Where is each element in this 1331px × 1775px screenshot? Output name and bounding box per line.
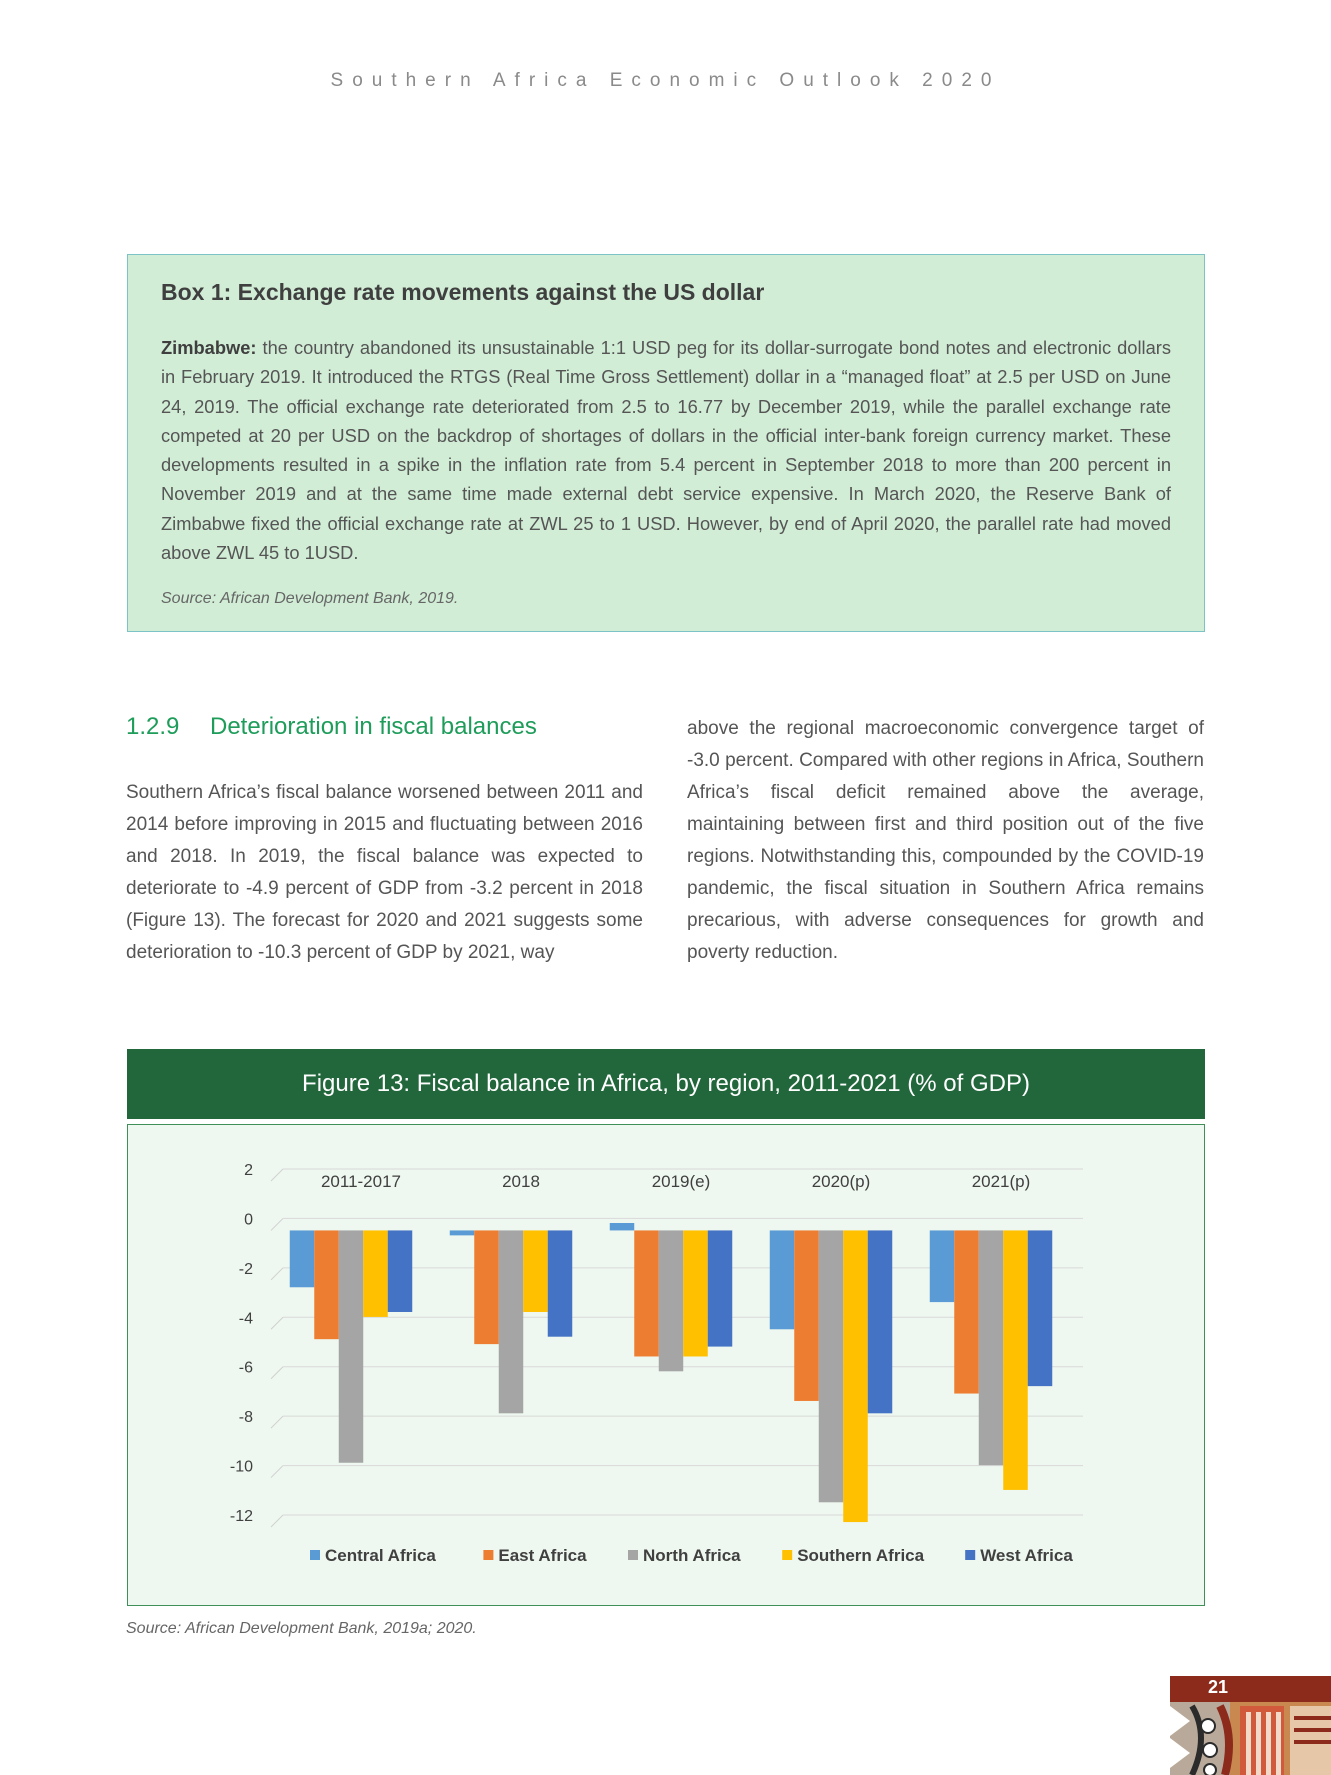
page-number: 21 — [1207, 1677, 1229, 1697]
y-tick-label: -8 — [238, 1409, 253, 1427]
y-tick-label: -6 — [238, 1359, 253, 1377]
legend-label: North Africa — [643, 1546, 741, 1565]
bar-southern-africa — [1003, 1230, 1028, 1490]
body-paragraph-right: above the regional macroeconomic convergence target of -3.0 percent. Compared with other regions in Africa, Southern Africa’s fiscal deficit remained above the average, maintaining between first and third position out of the five regions. Notwithstanding this, compounded by the COVID-19 pandemic, the fiscal situation in Southern Africa remains precarious, with adverse consequences for growth and poverty reduction. — [687, 718, 1204, 963]
bar-central-africa — [610, 1223, 635, 1230]
legend-label: East Africa — [498, 1546, 587, 1565]
bar-east-africa — [794, 1230, 819, 1401]
legend-swatch — [782, 1550, 792, 1560]
bar-north-africa — [659, 1230, 684, 1371]
exchange-rate-box — [127, 254, 1205, 632]
bar-east-africa — [634, 1230, 659, 1356]
gridline-depth — [271, 1218, 283, 1230]
fiscal-balance-chart — [128, 1125, 1204, 1605]
box-source: Source: African Development Bank, 2019. — [161, 590, 459, 607]
figure-source: Source: African Development Bank, 2019a; 2020. — [126, 1620, 477, 1637]
y-tick-label: 2 — [244, 1162, 253, 1179]
bar-west-africa — [868, 1230, 893, 1413]
bar-central-africa — [290, 1230, 315, 1287]
body-paragraph-left: Southern Africa’s fiscal balance worsened between 2011 and 2014 before improving in 2015 and fluctuating between 2016 and 2018. In 2019, the fiscal balance was expected to deteriorate to -4.9 percent of GDP from -3.2 percent in 2018 (Figure 13). The forecast for 2020 and 2021 suggests some deterioration to -10.3 percent of GDP by 2021, way — [126, 782, 643, 963]
y-tick-label: -12 — [229, 1508, 253, 1525]
gridline-depth — [271, 1515, 283, 1527]
bar-east-africa — [314, 1230, 339, 1339]
bar-west-africa — [548, 1230, 573, 1336]
legend-label: West Africa — [980, 1546, 1073, 1565]
box-lead: Zimbabwe: — [161, 337, 257, 358]
bar-north-africa — [499, 1230, 524, 1413]
section-heading — [126, 713, 537, 741]
category-label: 2021(p) — [971, 1172, 1031, 1191]
legend-swatch — [965, 1550, 975, 1560]
bar-southern-africa — [523, 1230, 548, 1312]
bar-southern-africa — [363, 1230, 388, 1317]
bar-central-africa — [930, 1230, 955, 1302]
gridline-depth — [271, 1169, 283, 1181]
gridline-depth — [271, 1268, 283, 1280]
figure-panel — [127, 1124, 1205, 1606]
bar-north-africa — [819, 1230, 844, 1502]
section-number: 1.2.9 — [126, 713, 180, 740]
box-text: the country abandoned its unsustainable 1:1 USD peg for its dollar-surrogate bond notes and electronic dollars in February 2019. It introduced the RTGS (Real Time Gross Settlement) dollar in a “managed float” at 2.5 per USD on June 24, 2019. The official exchange rate deteriorated from 2.5 to 16.77 by December 2019, while the parallel exchange rate competed at 20 per USD on the backdrop of shortages of dollars in the official inter-bank foreign currency market. These developments resulted in a spike in the inflation rate from 5.4 percent in September 2018 to more than 200 percent in November 2019 and at the same time made external debt service expensive. In March 2020, the Reserve Bank of Zimbabwe fixed the official exchange rate at ZWL 25 to 1 USD. However, by end of April 2020, the parallel rate had moved above ZWL 45 to 1USD. — [161, 337, 1171, 564]
bar-southern-africa — [843, 1230, 868, 1522]
legend-swatch — [628, 1550, 638, 1560]
gridline-depth — [271, 1317, 283, 1329]
legend-swatch — [483, 1550, 493, 1560]
y-tick-label: -2 — [238, 1260, 253, 1278]
category-label: 2019(e) — [651, 1172, 711, 1191]
bar-west-africa — [388, 1230, 413, 1312]
y-tick-label: -10 — [229, 1458, 253, 1476]
bar-central-africa — [770, 1230, 795, 1329]
legend-label: Central Africa — [325, 1546, 436, 1565]
bar-west-africa — [1028, 1230, 1053, 1386]
section-title: Deterioration in fiscal balances — [210, 713, 537, 740]
running-header: Southern Africa Economic Outlook 2020 — [330, 70, 1001, 91]
gridline-depth — [271, 1416, 283, 1428]
bar-north-africa — [979, 1230, 1004, 1465]
gridline-depth — [271, 1367, 283, 1379]
bar-east-africa — [474, 1230, 499, 1344]
bar-southern-africa — [683, 1230, 708, 1356]
category-label: 2020(p) — [811, 1172, 871, 1191]
category-label: 2018 — [502, 1172, 540, 1191]
y-tick-label: -4 — [238, 1310, 253, 1328]
legend-label: Southern Africa — [797, 1546, 925, 1565]
category-label: 2011-2017 — [320, 1172, 402, 1191]
bar-north-africa — [339, 1230, 364, 1462]
figure-title: Figure 13: Fiscal balance in Africa, by region, 2011-2021 (% of GDP) — [127, 1049, 1205, 1119]
y-tick-label: 0 — [244, 1211, 253, 1229]
box-body — [161, 333, 1171, 567]
bar-east-africa — [954, 1230, 979, 1393]
box-title: Box 1: Exchange rate movements against the US dollar — [161, 279, 765, 305]
bar-central-africa — [450, 1230, 475, 1235]
gridline-depth — [271, 1466, 283, 1478]
bar-west-africa — [708, 1230, 733, 1346]
legend-swatch — [310, 1550, 320, 1560]
